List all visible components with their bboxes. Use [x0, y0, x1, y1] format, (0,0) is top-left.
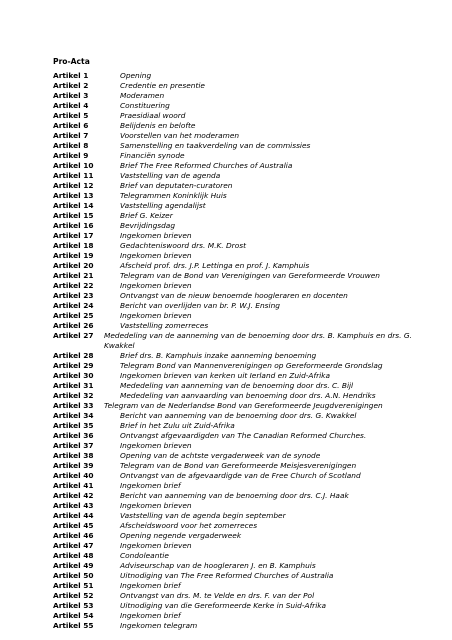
- article-title: Financiën synode: [120, 151, 185, 160]
- article-number: Artikel 19: [53, 251, 94, 260]
- article-number: Artikel 45: [53, 521, 94, 530]
- article-row: [53, 501, 413, 511]
- article-title: Mededeling van aanvaarding van benoeming door drs. A.N. Hendriks: [120, 391, 376, 400]
- article-row: [53, 331, 413, 351]
- article-title: Bericht van aanneming van de benoeming door drs. C.J. Haak: [120, 491, 349, 500]
- article-title: Ingekomen brieven van kerken uit Ierland en Zuid-Afrika: [120, 371, 330, 380]
- article-number: Artikel 39: [53, 461, 94, 470]
- article-number: Artikel 49: [53, 561, 94, 570]
- article-title: Brief drs. B. Kamphuis inzake aanneming benoeming: [120, 351, 317, 360]
- article-row: [53, 531, 413, 541]
- article-title: Telegram van de Bond van Gereformeerde Meisjesverenigingen: [120, 461, 357, 470]
- article-title: Belijdenis en belofte: [120, 121, 196, 130]
- article-title: Telegrammen Koninklijk Huis: [120, 191, 227, 200]
- article-row: [53, 361, 413, 371]
- article-number: Artikel 33: [53, 401, 94, 410]
- article-row: [53, 311, 413, 321]
- article-title: Ingekomen brief: [120, 481, 181, 490]
- article-title: Uitnodiging van The Free Reformed Churches of Australia: [120, 571, 334, 580]
- article-number: Artikel 32: [53, 391, 94, 400]
- article-title: Ingekomen brieven: [120, 231, 192, 240]
- article-row: [53, 201, 413, 211]
- article-row: [53, 91, 413, 101]
- article-number: Artikel 1: [53, 71, 89, 80]
- page-title: Pro-Acta: [53, 57, 90, 66]
- article-number: Artikel 38: [53, 451, 94, 460]
- article-row: [53, 421, 413, 431]
- article-row: [53, 571, 413, 581]
- article-title: Ingekomen brief: [120, 611, 181, 620]
- article-row: [53, 551, 413, 561]
- article-row: [53, 391, 413, 401]
- article-number: Artikel 53: [53, 601, 94, 610]
- article-number: Artikel 51: [53, 581, 94, 590]
- article-title: Uitnodiging van die Gereformeerde Kerke in Suid-Afrika: [120, 601, 327, 610]
- article-row: [53, 161, 413, 171]
- article-number: Artikel 26: [53, 321, 94, 330]
- article-number: Artikel 15: [53, 211, 94, 220]
- article-row: [53, 481, 413, 491]
- article-number: Artikel 28: [53, 351, 94, 360]
- article-row: [53, 211, 413, 221]
- article-number: Artikel 47: [53, 541, 94, 550]
- article-title: Ingekomen brieven: [120, 281, 192, 290]
- article-title: Telegram van de Nederlandse Bond van Gereformeerde Jeugdverenigingen: [104, 401, 383, 410]
- article-title: Afscheidswoord voor het zomerreces: [120, 521, 258, 530]
- article-number: Artikel 40: [53, 471, 94, 480]
- article-row: [53, 591, 413, 601]
- article-number: Artikel 10: [53, 161, 94, 170]
- article-number: Artikel 29: [53, 361, 94, 370]
- article-number: Artikel 41: [53, 481, 94, 490]
- article-row: [53, 281, 413, 291]
- article-number: Artikel 22: [53, 281, 94, 290]
- article-title: Ontvangst van de afgevaardigde van de Free Church of Scotland: [120, 471, 361, 480]
- article-title: Opening negende vergaderweek: [120, 531, 242, 540]
- article-number: Artikel 44: [53, 511, 94, 520]
- article-row: [53, 101, 413, 111]
- article-number: Artikel 11: [53, 171, 94, 180]
- article-number: Artikel 48: [53, 551, 94, 560]
- article-row: [53, 261, 413, 271]
- article-number: Artikel 27: [53, 331, 94, 340]
- article-number: Artikel 18: [53, 241, 94, 250]
- article-number: Artikel 20: [53, 261, 94, 270]
- article-number: Artikel 46: [53, 531, 94, 540]
- article-number: Artikel 50: [53, 571, 94, 580]
- article-list: [53, 71, 413, 631]
- article-number: Artikel 43: [53, 501, 94, 510]
- article-row: [53, 411, 413, 421]
- article-number: Artikel 36: [53, 431, 94, 440]
- article-title: Gedachteniswoord drs. M.K. Drost: [120, 241, 246, 250]
- article-row: [53, 111, 413, 121]
- article-number: Artikel 9: [53, 151, 89, 160]
- article-title: Moderamen: [120, 91, 165, 100]
- article-title: Voorstellen van het moderamen: [120, 131, 240, 140]
- article-title: Ingekomen brieven: [120, 311, 192, 320]
- article-title: Ingekomen brieven: [120, 441, 192, 450]
- article-title: Opening: [120, 71, 152, 80]
- article-number: Artikel 42: [53, 491, 94, 500]
- article-row: [53, 71, 413, 81]
- article-title: Constituering: [120, 101, 170, 110]
- article-title: Praesidiaal woord: [120, 111, 186, 120]
- article-title: Vaststelling van de agenda: [120, 171, 221, 180]
- article-number: Artikel 5: [53, 111, 89, 120]
- article-title: Afscheid prof. drs. J.P. Lettinga en prof. J. Kamphuis: [120, 261, 310, 270]
- article-number: Artikel 6: [53, 121, 89, 130]
- article-title: Brief G. Keizer: [120, 211, 173, 220]
- article-number: Artikel 13: [53, 191, 94, 200]
- article-title: Brief in het Zulu uit Zuid-Afrika: [120, 421, 235, 430]
- article-row: [53, 471, 413, 481]
- article-number: Artikel 8: [53, 141, 89, 150]
- article-title: Vaststelling van de agenda begin september: [120, 511, 286, 520]
- article-number: Artikel 23: [53, 291, 94, 300]
- article-number: Artikel 55: [53, 621, 94, 630]
- article-title: Opening van de achtste vergaderweek van de synode: [120, 451, 321, 460]
- article-row: [53, 131, 413, 141]
- article-row: [53, 581, 413, 591]
- article-title: Ingekomen brief: [120, 581, 181, 590]
- article-row: [53, 381, 413, 391]
- article-title: Ingekomen brieven: [120, 251, 192, 260]
- article-number: Artikel 24: [53, 301, 94, 310]
- article-row: [53, 371, 413, 381]
- article-number: Artikel 7: [53, 131, 89, 140]
- article-row: [53, 81, 413, 91]
- article-number: Artikel 4: [53, 101, 89, 110]
- article-number: Artikel 25: [53, 311, 94, 320]
- article-title: Brief van deputaten-curatoren: [120, 181, 233, 190]
- article-number: Artikel 17: [53, 231, 94, 240]
- article-title: Ontvangst afgevaardigden van The Canadian Reformed Churches.: [120, 431, 367, 440]
- article-row: [53, 351, 413, 361]
- article-title: Mededeling van de aanneming van de benoeming door drs. B. Kamphuis en drs. G. Kwakkel: [104, 331, 412, 350]
- article-row: [53, 541, 413, 551]
- article-title: Adviseurschap van de hoogleraren J. en B. Kamphuis: [120, 561, 316, 570]
- article-title: Condoleantie: [120, 551, 169, 560]
- article-title: Ontvangst van de nieuw benoemde hoogleraren en docenten: [120, 291, 348, 300]
- article-row: [53, 621, 413, 631]
- article-row: [53, 431, 413, 441]
- article-title: Credentie en presentie: [120, 81, 205, 90]
- article-title: Ingekomen telegram: [120, 621, 198, 630]
- article-number: Artikel 34: [53, 411, 94, 420]
- article-number: Artikel 52: [53, 591, 94, 600]
- article-row: [53, 321, 413, 331]
- article-title: Vaststelling agendalijst: [120, 201, 206, 210]
- article-row: [53, 221, 413, 231]
- article-number: Artikel 35: [53, 421, 94, 430]
- article-number: Artikel 54: [53, 611, 94, 620]
- article-row: [53, 171, 413, 181]
- article-row: [53, 241, 413, 251]
- article-title: Telegram Bond van Mannenverenigingen op Gereformeerde Grondslag: [120, 361, 383, 370]
- article-row: [53, 461, 413, 471]
- article-number: Artikel 21: [53, 271, 94, 280]
- article-title: Brief The Free Reformed Churches of Australia: [120, 161, 293, 170]
- article-row: [53, 491, 413, 501]
- article-number: Artikel 2: [53, 81, 89, 90]
- article-number: Artikel 31: [53, 381, 94, 390]
- article-row: [53, 401, 413, 411]
- article-number: Artikel 16: [53, 221, 94, 230]
- article-title: Telegram van de Bond van Verenigingen van Gereformeerde Vrouwen: [120, 271, 380, 280]
- article-row: [53, 451, 413, 461]
- article-title: Bevrijdingsdag: [120, 221, 176, 230]
- article-row: [53, 291, 413, 301]
- article-row: [53, 301, 413, 311]
- article-row: [53, 601, 413, 611]
- article-title: Bericht van overlijden van br. P. W.J. Ensing: [120, 301, 280, 310]
- article-row: [53, 141, 413, 151]
- article-number: Artikel 37: [53, 441, 94, 450]
- article-row: [53, 251, 413, 261]
- article-row: [53, 561, 413, 571]
- article-row: [53, 191, 413, 201]
- article-row: [53, 441, 413, 451]
- article-row: [53, 611, 413, 621]
- article-row: [53, 151, 413, 161]
- article-number: Artikel 12: [53, 181, 94, 190]
- article-row: [53, 511, 413, 521]
- article-title: Ontvangst van drs. M. te Velde en drs. F. van der Pol: [120, 591, 315, 600]
- article-title: Bericht van aanneming van de benoeming door drs. G. Kwakkel: [120, 411, 357, 420]
- article-title: Vaststelling zomerreces: [120, 321, 209, 330]
- article-number: Artikel 14: [53, 201, 94, 210]
- article-title: Ingekomen brieven: [120, 541, 192, 550]
- article-row: [53, 521, 413, 531]
- article-number: Artikel 30: [53, 371, 94, 380]
- article-title: Samenstelling en taakverdeling van de commissies: [120, 141, 311, 150]
- article-number: Artikel 3: [53, 91, 89, 100]
- article-row: [53, 181, 413, 191]
- article-row: [53, 231, 413, 241]
- article-row: [53, 271, 413, 281]
- article-title: Mededeling van aanneming van de benoeming door drs. C. Bijl: [120, 381, 354, 390]
- article-title: Ingekomen brieven: [120, 501, 192, 510]
- article-row: [53, 121, 413, 131]
